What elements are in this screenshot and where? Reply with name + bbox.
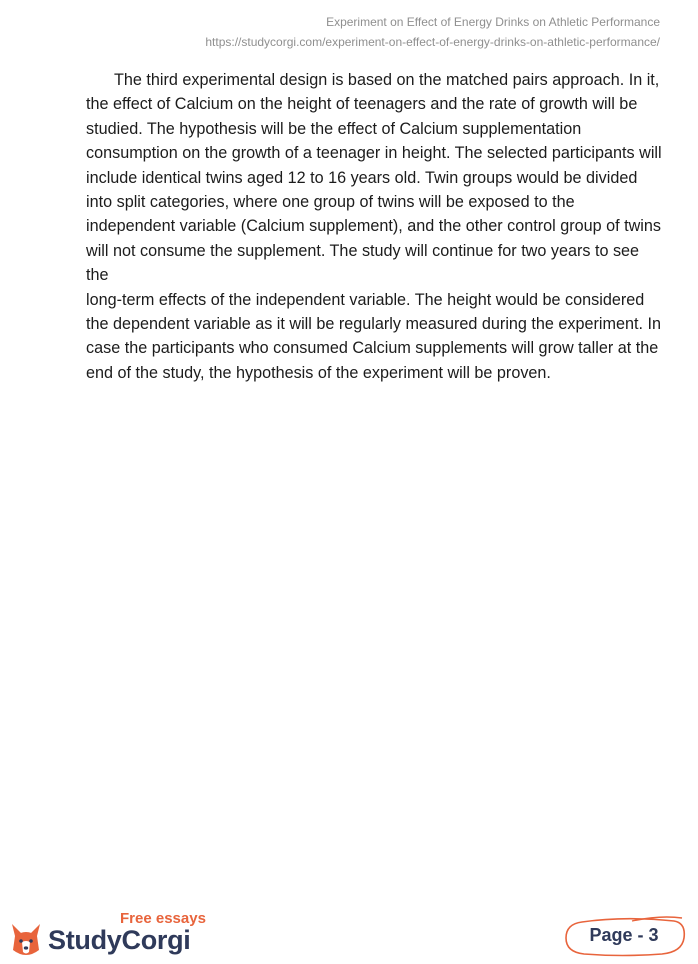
corgi-icon <box>8 920 48 960</box>
document-title: Experiment on Effect of Energy Drinks on Athletic Performance <box>326 15 660 29</box>
logo-brand-name: StudyCorgi <box>48 925 191 955</box>
document-url[interactable]: https://studycorgi.com/experiment-on-effect-of-energy-drinks-on-athletic-performance/ <box>205 35 660 49</box>
studycorgi-logo[interactable] <box>8 908 228 960</box>
body-paragraph: The third experimental design is based on the matched pairs approach. In it, the effect of Calcium on the height of teenagers and the rate of growth will be studied. The hypothesis will be the effect of Calcium supplementation consumption on the growth of a teenager in height. The selected participants will include identical twins aged 12 to 16 years old. Twin groups would be divided into split categories, where one group of twins will be exposed to the independent variable (Calcium supplement), and the other control group of twins will not consume the supplement. The study will continue for two years to see the long-term effects of the independent variable. The height would be considered the dependent variable as it will be regularly measured during the experiment. In case the participants who consumed Calcium supplements will grow taller at the end of the study, the hypothesis of the experiment will be proven. <box>86 71 662 382</box>
page-number-badge <box>562 914 690 958</box>
page-number-label: Page - 3 <box>589 925 659 945</box>
body-text <box>86 68 666 385</box>
page-header <box>205 12 660 52</box>
logo-tagline: Free essays <box>120 910 206 927</box>
